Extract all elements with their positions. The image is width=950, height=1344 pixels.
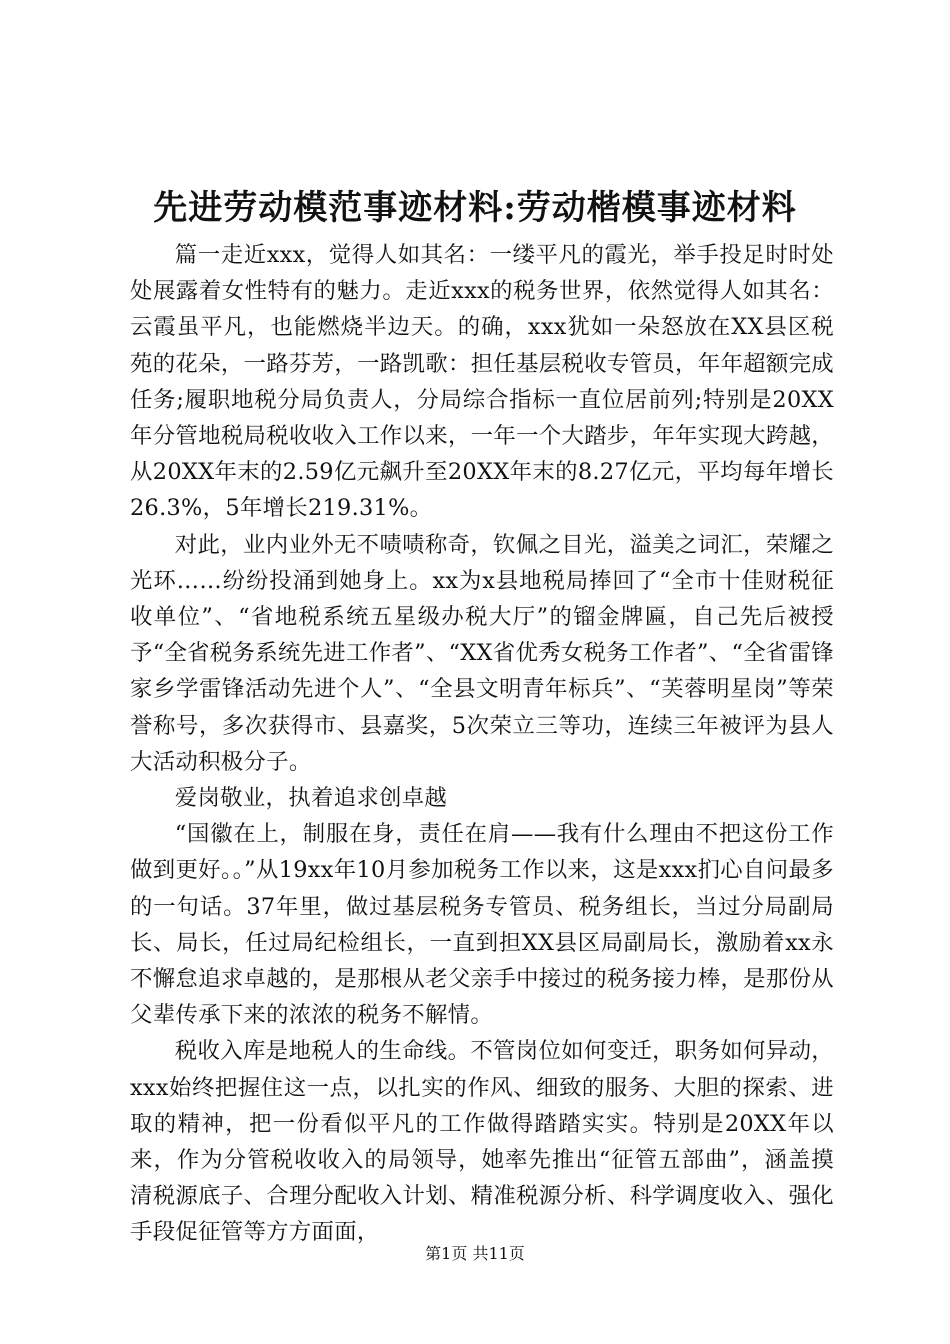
paragraph: 篇一走近xxx，觉得人如其名：一缕平凡的霞光，举手投足时时处处展露着女性特有的魅力。走近xxx的税务世界，依然觉得人如其名：云霞虽平凡，也能燃烧半边天。的确，xxx犹如一朵怒放在XX县区税苑的花朵，一路芬芳，一路凯歌：担任基层税收专管员，年年超额完成任务;履职地税分局负责人，分局综合指标一直位居前列;特别是20XX年分管地税局税收收入工作以来，一年一个大踏步，年年实现大跨越，从20XX年末的2.59亿元飙升至20XX年末的8.27亿元，平均每年增长26.3%，5年增长219.31%。: [130, 242, 834, 522]
page-number: 第1页 共11页: [425, 1244, 525, 1263]
document-title: 先进劳动模范事迹材料:劳动楷模事迹材料: [153, 188, 797, 228]
document-body: [130, 237, 834, 1251]
paragraph: 对此，业内业外无不啧啧称奇，钦佩之目光，溢美之词汇，荣耀之光环……纷纷投涌到她身上。xx为x县地税局捧回了“全市十佳财税征收单位”、“省地税系统五星级办税大厅”的镏金牌匾，自己先后被授予“全省税务系统先进工作者”、“XX省优秀女税务工作者”、“全省雷锋家乡学雷锋活动先进个人”、“全县文明青年标兵”、“芙蓉明星岗”等荣誉称号，多次获得市、县嘉奖，5次荣立三等功，连续三年被评为县人大活动积极分子。: [130, 531, 834, 775]
paragraph: “国徽在上，制服在身，责任在肩——我有什么理由不把这份工作做到更好。。”从19xx年10月参加税务工作以来，这是xxx扪心自问最多的一句话。37年里，做过基层税务专管员、税务组长，当过分局副局长、局长，任过局纪检组长，一直到担XX县区局副局长，激励着xx永不懈怠追求卓越的，是那根从老父亲手中接过的税务接力棒，是那份从父辈传承下来的浓浓的税务不解情。: [130, 821, 834, 1029]
paragraph: 税收入库是地税人的生命线。不管岗位如何变迁，职务如何异动，xxx始终把握住这一点，以扎实的作风、细致的服务、大胆的探索、进取的精神，把一份看似平凡的工作做得踏踏实实。特别是20XX年以来，作为分管税收收入的局领导，她率先推出“征管五部曲”，涵盖摸清税源底子、合理分配收入计划、精准税源分析、科学调度收入、强化手段促征管等方方面面，: [130, 1038, 834, 1246]
section-heading: 爱岗敬业，执着追求创卓越: [174, 785, 448, 812]
